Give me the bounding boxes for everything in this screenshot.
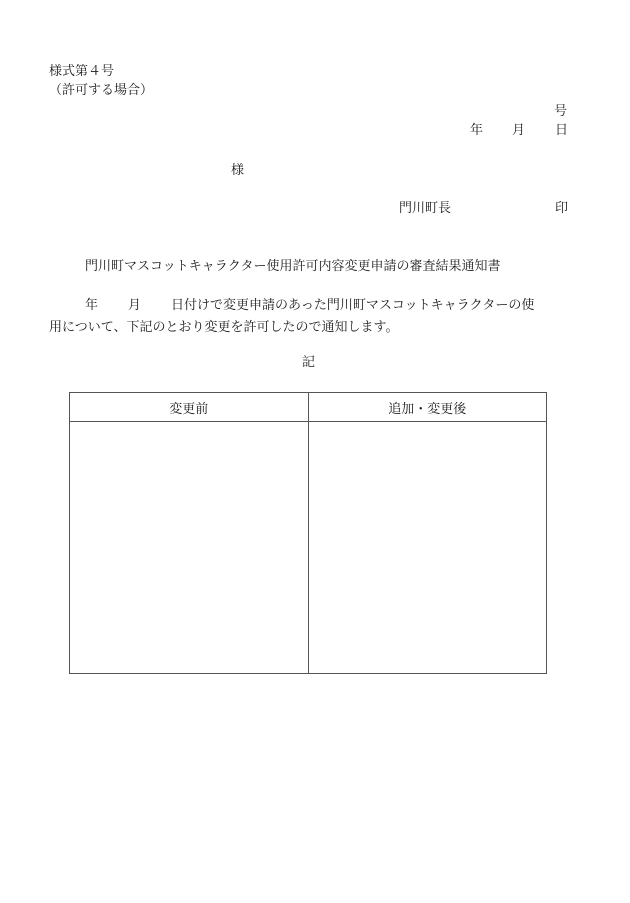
table-row <box>70 422 547 674</box>
cell-after-change <box>308 422 547 674</box>
body-month-label: 月 <box>128 298 142 313</box>
table-header-row <box>70 393 547 422</box>
date-month-label: 月 <box>512 123 526 138</box>
header-after-change: 追加・変更後 <box>308 393 547 422</box>
cell-before-change <box>70 422 309 674</box>
addressee-honorific: 様 <box>231 163 245 178</box>
body-line2-text: 用について、下記のとおり変更を許可したので通知します。 <box>49 320 399 335</box>
notice-body <box>49 295 569 339</box>
note-heading: 記 <box>302 355 316 370</box>
document-title: 門川町マスコットキャラクター使用許可内容変更申請の審査結果通知書 <box>85 259 501 274</box>
date-year-label: 年 <box>470 123 484 138</box>
body-line1-text: 日付けで変更申請のあった門川町マスコットキャラクターの使 <box>171 298 535 313</box>
body-year-label: 年 <box>85 298 99 313</box>
form-case-label: （許可する場合） <box>49 83 154 98</box>
seal-mark: 印 <box>555 201 569 216</box>
document-number-suffix: 号 <box>553 104 567 119</box>
header-before-change: 変更前 <box>70 393 309 422</box>
date-day-label: 日 <box>555 123 569 138</box>
sender-name: 門川町長 <box>399 201 452 216</box>
form-number-label: 様式第４号 <box>49 64 115 79</box>
change-table <box>69 392 547 674</box>
